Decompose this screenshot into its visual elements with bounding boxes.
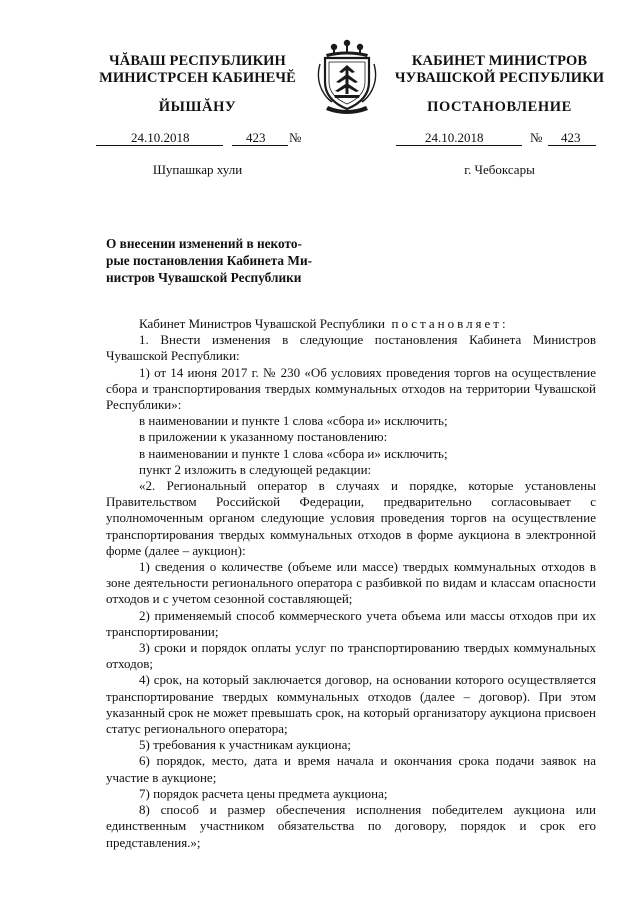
body-paragraph: в наименовании и пункте 1 слова «сбора и» исключить; (139, 413, 448, 429)
document-body (106, 316, 596, 851)
right-title-line1: КАБИНЕТ МИНИСТРОВ (411, 53, 588, 69)
body-paragraph: в наименовании и пункте 1 слова «сбора и» исключить; (139, 445, 448, 461)
body-paragraph: 1) сведения о количестве (объеме или массе) твердых коммунальных отходов в зоне деятельности регионального оператора с разбивкой по видам и классам опасности отходов и с учетом сезонной составляющей; (106, 559, 596, 607)
body-paragraph: 3) сроки и порядок оплаты услуг по транспортированию твердых коммунальных отходов; (106, 640, 596, 672)
left-number: 423 (246, 130, 266, 145)
body-paragraph: 4) срок, на который заключается договор, на основании которого осуществляется транспортирование твердых коммунальных отходов (далее – договор). При этом указанный срок не может превышать срок, на который организатору аукциона присвоен статус регионального оператора; (106, 672, 596, 737)
left-number-sign: № (289, 130, 302, 145)
right-number-sign: № (530, 130, 543, 145)
body-paragraph: 8) способ и размер обеспечения исполнения победителем аукциона или единственным участником обязательства по договору, порядок и срок его представления.»; (106, 802, 596, 850)
document-subject (106, 235, 332, 286)
body-paragraph: пункт 2 изложить в следующей редакции: (139, 461, 372, 477)
body-paragraph: 6) порядок, место, дата и время начала и окончания срока подачи заявок на участие в аукционе; (106, 753, 596, 785)
subject-line3: нистров Чувашской Республики (106, 270, 302, 285)
chuvash-coat-of-arms-icon (312, 38, 382, 114)
right-date: 24.10.2018 (425, 130, 484, 145)
body-paragraph: «2. Региональный оператор в случаях и порядке, которые установлены Правительством Российской Федерации, предварительно согласовывает с уполномоченным органом следующие условия проведения торгов на осуществление транспортирования твердых коммунальных отходов в форме аукциона в электронной форме (далее – аукцион): (106, 478, 596, 558)
left-city: Шупашкар хули (152, 162, 243, 177)
subject-line2: рые постановления Кабинета Ми- (106, 253, 313, 268)
right-title-line2: ЧУВАШСКОЙ РЕСПУБЛИКИ (394, 70, 605, 86)
body-paragraph: 2) применяемый способ коммерческого учета объема или массы отходов при их транспортировании; (106, 607, 596, 639)
body-paragraph: в приложении к указанному постановлению: (139, 429, 388, 445)
intro-paragraph (106, 316, 596, 332)
intro-resolve: постановляет: (391, 316, 509, 331)
right-city: г. Чебоксары (464, 162, 535, 177)
body-paragraph: 7) порядок расчета цены предмета аукциона; (139, 785, 388, 801)
left-doc-type: ЙЫШĂНУ (158, 99, 237, 115)
subject-line1: О внесении изменений в некото- (106, 236, 302, 251)
left-date: 24.10.2018 (131, 130, 190, 145)
body-paragraph: 5) требования к участникам аукциона; (139, 737, 351, 753)
left-title-line2: МИНИСТРСЕН КАБИНЕЧĔ (99, 70, 296, 86)
right-number: 423 (561, 130, 581, 145)
right-doc-type: ПОСТАНОВЛЕНИЕ (427, 99, 572, 115)
left-title-line1: ЧĂВАШ РЕСПУБЛИКИН (109, 53, 286, 69)
intro-text: Кабинет Министров Чувашской Республики (139, 316, 385, 331)
body-paragraph: 1. Внести изменения в следующие постановления Кабинета Министров Чувашской Республики: (106, 332, 596, 364)
body-paragraph: 1) от 14 июня 2017 г. № 230 «Об условиях проведения торгов на осуществление сбора и транспортирования твердых коммунальных отходов на территории Чувашской Республики»: (106, 364, 596, 413)
